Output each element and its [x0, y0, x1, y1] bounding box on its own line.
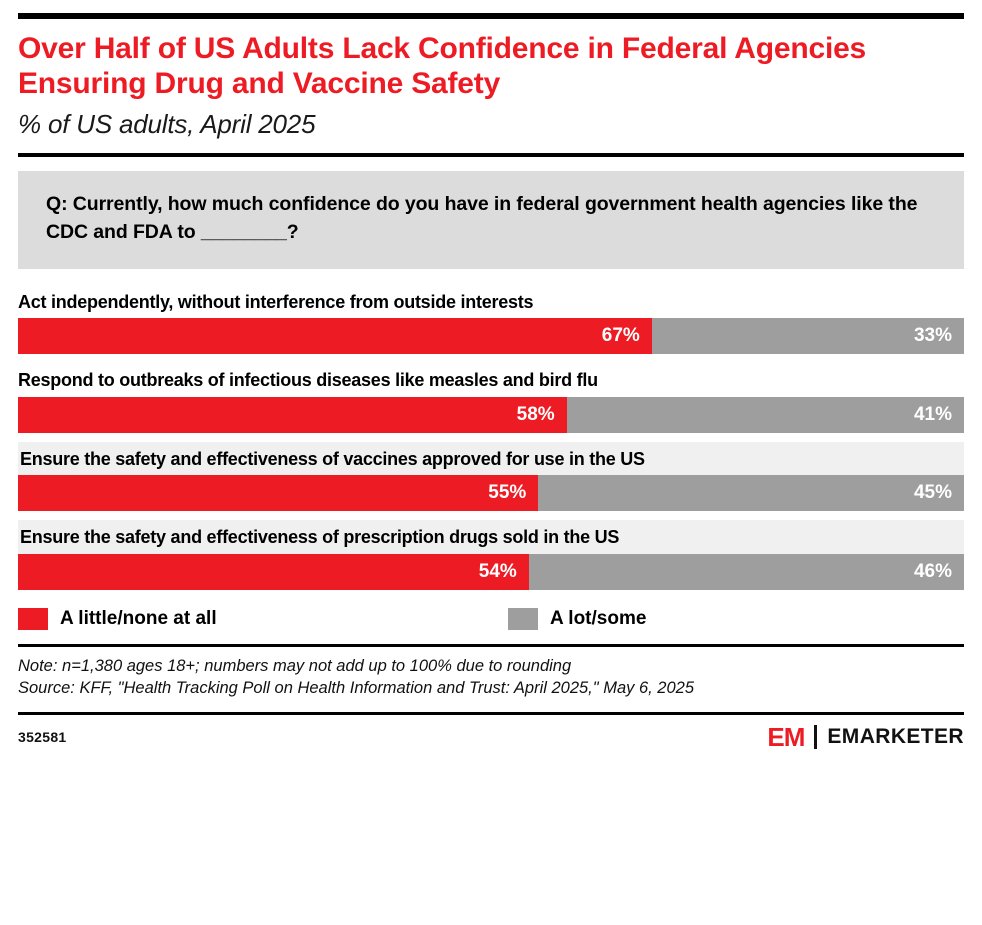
legend-swatch-gray-icon: [508, 608, 538, 630]
row-spacer: [18, 433, 964, 442]
chart-row: [18, 520, 964, 590]
page-title: Over Half of US Adults Lack Confidence in Federal Agencies Ensuring Drug and Vaccine Safety: [18, 32, 867, 101]
question-band: [18, 171, 964, 268]
bar-segment-a: 58%: [18, 397, 567, 433]
bar-segment-b: 46%: [529, 554, 964, 590]
legend-label-a: A little/none at all: [60, 607, 217, 629]
bar-track: [18, 475, 964, 511]
footer-note: Note: n=1,380 ages 18+; numbers may not add up to 100% due to rounding: [18, 656, 572, 675]
stacked-bar-chart: [18, 285, 964, 590]
emarketer-mark-icon: EM: [767, 722, 805, 753]
row-label: Act independently, without interference from outside interests: [18, 291, 534, 312]
row-label: Ensure the safety and effectiveness of vaccines approved for use in the US: [18, 442, 964, 476]
row-spacer: [18, 354, 964, 363]
chart-page: [0, 13, 982, 925]
bar-segment-a: 67%: [18, 318, 652, 354]
top-rule: [18, 13, 964, 19]
brand-name: EMARKETER: [827, 725, 964, 749]
row-label: Ensure the safety and effectiveness of prescription drugs sold in the US: [18, 520, 964, 554]
bar-segment-a: 54%: [18, 554, 529, 590]
footer-top-rule: [18, 644, 964, 647]
brand-logo: [767, 722, 964, 753]
question-text: Q: Currently, how much confidence do you have in federal government health agencies like the CDC and FDA to ________?: [46, 193, 918, 243]
legend-item-a: [18, 608, 508, 630]
bar-segment-b: 41%: [567, 397, 964, 433]
legend-label-b: A lot/some: [550, 607, 647, 629]
row-spacer: [18, 511, 964, 520]
footer-source: Source: KFF, "Health Tracking Poll on Health Information and Trust: April 2025," May 6, 2025: [18, 679, 695, 698]
footer-bottom: [18, 722, 964, 753]
page-subtitle: % of US adults, April 2025: [18, 109, 316, 140]
brand-divider: [814, 725, 817, 749]
chart-row: [18, 442, 964, 512]
row-label: Respond to outbreaks of infectious diseases like measles and bird flu: [18, 370, 598, 391]
legend-swatch-red-icon: [18, 608, 48, 630]
bar-segment-b: 33%: [652, 318, 964, 354]
bar-segment-a: 55%: [18, 475, 538, 511]
bar-track: [18, 554, 964, 590]
chart-row: [18, 285, 964, 355]
chart-legend: [18, 608, 964, 642]
bar-track: [18, 318, 964, 354]
bar-track: [18, 397, 964, 433]
footer-bottom-rule: [18, 712, 964, 715]
legend-item-b: [508, 608, 646, 630]
bar-segment-b: 45%: [538, 475, 964, 511]
chart-row: [18, 363, 964, 433]
chart-id: 352581: [18, 729, 67, 746]
title-divider-rule: [18, 153, 964, 157]
